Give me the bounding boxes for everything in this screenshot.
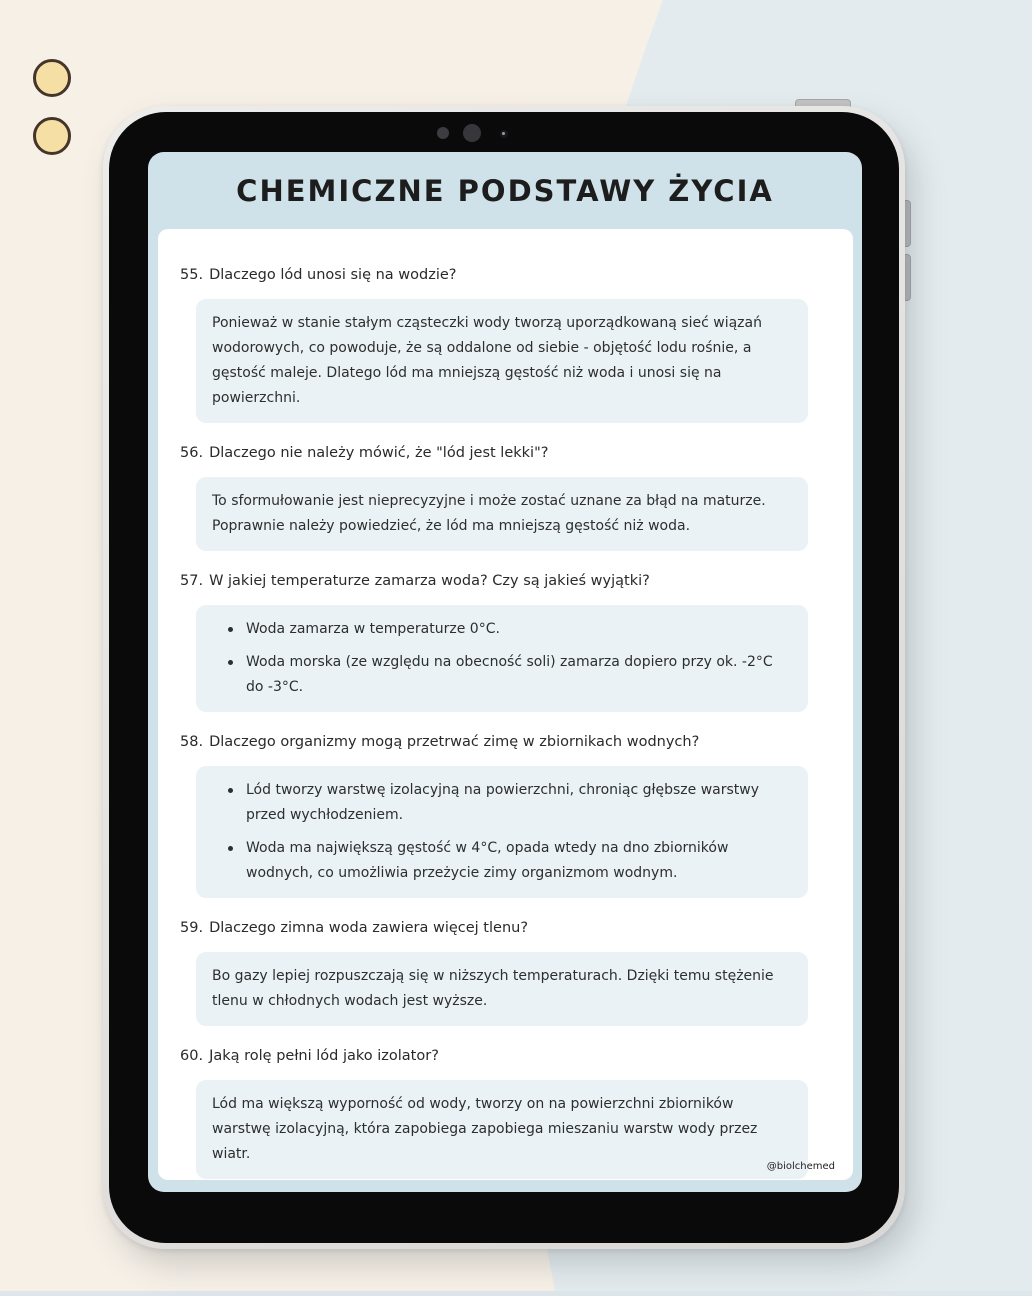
question-row	[180, 443, 853, 463]
author-handle: @biolchemed	[766, 1161, 835, 1172]
answer-bullet	[222, 836, 792, 886]
answer-bullet	[222, 778, 792, 828]
question-number: 58.	[180, 734, 204, 750]
question-row	[180, 732, 853, 752]
answer-bullet	[222, 650, 792, 700]
answer-bullet	[222, 617, 792, 642]
page-title: CHEMICZNE PODSTAWY ŻYCIA	[236, 173, 774, 208]
answer-text: To sformułowanie jest nieprecyzyjne i może zostać uznane za błąd na maturze. Poprawnie należy powiedzieć, że lód ma mniejszą gęstość niż woda.	[212, 493, 766, 534]
answer-text: Ponieważ w stanie stałym cząsteczki wody tworzą uporządkowaną sieć wiązań wodorowych, co powoduje, że są oddalone od siebie - objętość lodu rośnie, a gęstość maleje. Dlatego lód ma mniejszą gęstość niż woda i unosi się na powierzchni.	[212, 315, 762, 406]
question-row	[180, 918, 853, 938]
answer-text: Lód ma większą wyporność od wody, tworzy on na powierzchni zbiorników warstwę izolacyjną, która zapobiega zapobiega mieszaniu warstw wody przez wiatr.	[212, 1096, 758, 1162]
decorative-circle-top	[33, 59, 71, 97]
bullet-text: Woda morska (ze względu na obecność soli) zamarza dopiero przy ok. -2°C do -3°C.	[246, 654, 773, 695]
tablet-bezel	[109, 112, 899, 1243]
question-text: Dlaczego nie należy mówić, że "lód jest lekki"?	[209, 445, 549, 461]
bullet-text: Woda zamarza w temperaturze 0°C.	[246, 621, 500, 637]
front-camera-icon	[500, 130, 508, 138]
answer-text: Bo gazy lepiej rozpuszczają się w niższych temperaturach. Dzięki temu stężenie tlenu w chłodnych wodach jest wyższe.	[212, 968, 774, 1009]
question-number: 56.	[180, 445, 204, 461]
qa-item-59	[180, 918, 853, 1026]
answer-box	[196, 766, 808, 898]
answer-bullet-list	[212, 778, 792, 886]
answer-box	[196, 299, 808, 423]
qa-item-60	[180, 1046, 853, 1179]
question-number: 59.	[180, 920, 204, 936]
question-text: Jaką rolę pełni lód jako izolator?	[209, 1048, 439, 1064]
question-row	[180, 571, 853, 591]
question-number: 57.	[180, 573, 204, 589]
speaker-dot-icon	[463, 124, 481, 142]
answer-box	[196, 605, 808, 712]
answer-box	[196, 952, 808, 1026]
question-row	[180, 265, 853, 285]
question-text: Dlaczego zimna woda zawiera więcej tlenu?	[209, 920, 529, 936]
answer-box	[196, 1080, 808, 1179]
document-header	[148, 152, 862, 229]
question-text: Dlaczego lód unosi się na wodzie?	[209, 267, 457, 283]
tablet-frame	[103, 106, 905, 1249]
question-text: W jakiej temperaturze zamarza woda? Czy są jakieś wyjątki?	[209, 573, 650, 589]
qa-item-57	[180, 571, 853, 712]
tablet-screen	[148, 152, 862, 1192]
answer-bullet-list	[212, 617, 792, 700]
question-row	[180, 1046, 853, 1066]
bullet-text: Woda ma największą gęstość w 4°C, opada wtedy na dno zbiorników wodnych, co umożliwia przeżycie zimy organizmom wodnym.	[246, 840, 729, 881]
background-bottom-strip	[0, 1291, 1032, 1296]
bullet-icon	[228, 846, 233, 851]
decorative-circle-bottom	[33, 117, 71, 155]
question-text: Dlaczego organizmy mogą przetrwać zimę w zbiornikach wodnych?	[209, 734, 700, 750]
bullet-text: Lód tworzy warstwę izolacyjną na powierzchni, chroniąc głębsze warstwy przed wychłodzeniem.	[246, 782, 760, 823]
qa-item-55	[180, 265, 853, 423]
question-number: 60.	[180, 1048, 204, 1064]
qa-item-56	[180, 443, 853, 551]
sensor-dot-icon	[437, 127, 449, 139]
bullet-icon	[228, 627, 233, 632]
qa-item-58	[180, 732, 853, 898]
question-number: 55.	[180, 267, 204, 283]
bullet-icon	[228, 788, 233, 793]
answer-box	[196, 477, 808, 551]
bullet-icon	[228, 660, 233, 665]
content-card	[158, 229, 853, 1180]
